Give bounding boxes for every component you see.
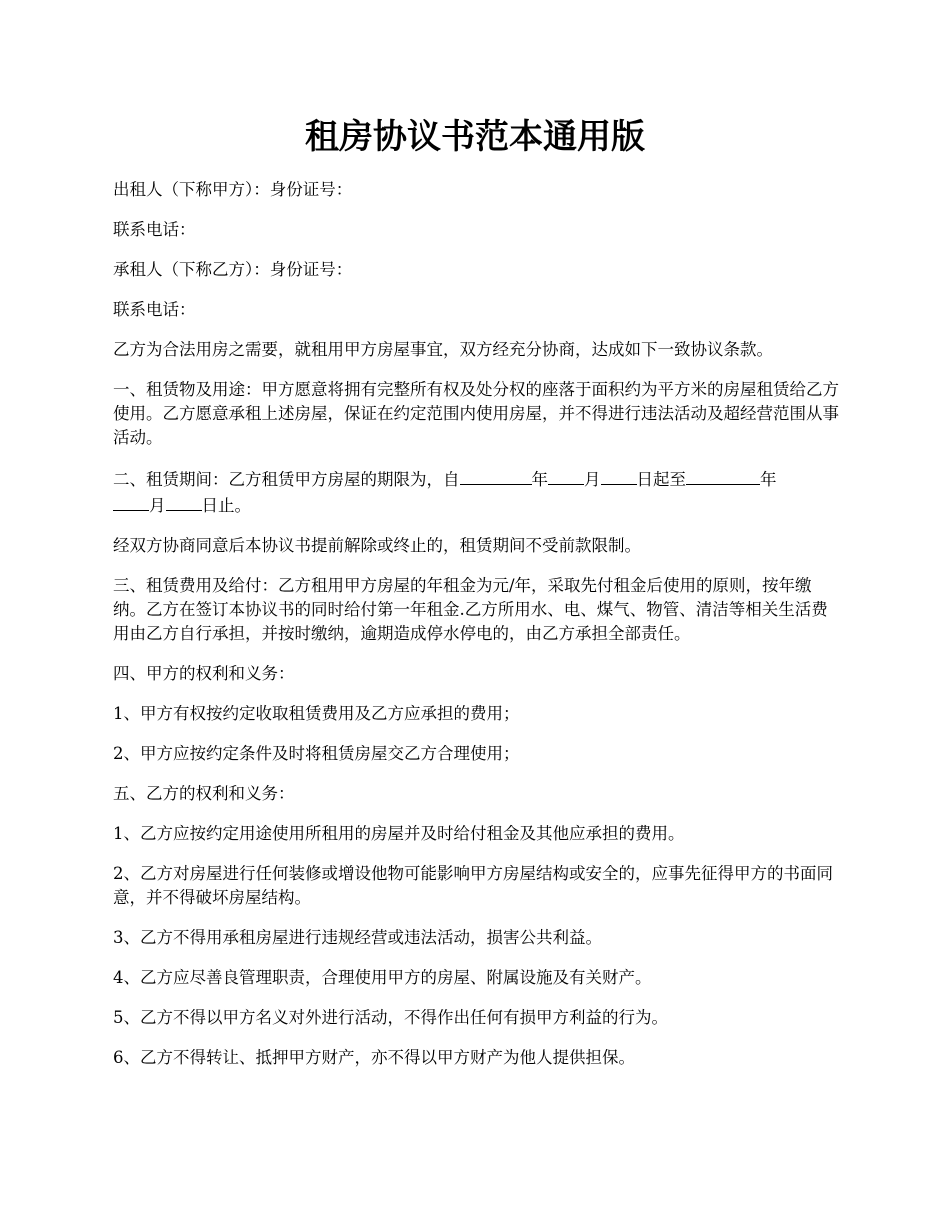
lessee-line: 承租人（下称乙方）：身份证号： <box>113 260 353 279</box>
clause-4-item-2: 2、甲方应按约定条件及时将租赁房屋交乙方合理使用； <box>113 744 520 763</box>
lease-day-end-label: 日止。 <box>201 496 251 515</box>
lessor-line: 出租人（下称甲方）：身份证号： <box>113 180 353 199</box>
lease-period-prefix: 二、租赁期间：乙方租赁甲方房屋的期限为，自 <box>113 470 460 489</box>
preamble-paragraph: 乙方为合法用房之需要，就租用甲方房屋事宜，双方经充分协商，达成如下一致协议条款。 <box>113 340 773 359</box>
lease-year2-label: 年 <box>760 470 777 489</box>
clause-5-item-2: 2、乙方对房屋进行任何装修或增设他物可能影响甲方房屋结构或安全的，应事先征得甲方的书面同意，并不得破坏房屋结构。 <box>113 864 833 907</box>
lease-month2-label: 月 <box>149 496 166 515</box>
clause-5-item-3: 3、乙方不得用承租房屋进行违规经营或违法活动，损害公共利益。 <box>113 928 602 947</box>
clause-5-item-5: 5、乙方不得以甲方名义对外进行活动，不得作出任何有损甲方利益的行为。 <box>113 1008 668 1027</box>
clause-3-rent-payment: 三、租赁费用及给付：乙方租用甲方房屋的年租金为元/年，采取先付租金后使用的原则，按年缴纳。乙方在签订本协议书的同时给付第一年租金.乙方所用水、电、煤气、物管、清洁等相关生活费用由乙方自行承担，并按时缴纳，逾期造成停水停电的，由乙方承担全部责任。 <box>113 576 828 643</box>
document-body <box>113 178 843 1086</box>
clause-4-item-1: 1、甲方有权按约定收取租赁费用及乙方应承担的费用； <box>113 704 520 723</box>
end-year-blank <box>686 466 760 485</box>
lease-year-label: 年 <box>531 470 548 489</box>
start-year-blank <box>460 466 532 485</box>
start-day-blank <box>601 466 637 485</box>
early-termination-paragraph: 经双方协商同意后本协议书提前解除或终止的，租赁期间不受前款限制。 <box>113 536 641 555</box>
clause-1-leased-property: 一、租赁物及用途：甲方愿意将拥有完整所有权及处分权的座落于面积约为平方米的房屋租赁给乙方使用。乙方愿意承租上述房屋，保证在约定范围内使用房屋，并不得进行违法活动及超经营范围从事活动。 <box>113 380 839 447</box>
clause-5-item-1: 1、乙方应按约定用途使用所租用的房屋并及时给付租金及其他应承担的费用。 <box>113 824 685 843</box>
lease-month-label: 月 <box>584 470 601 489</box>
clause-5-item-4: 4、乙方应尽善良管理职责，合理使用甲方的房屋、附属设施及有关财产。 <box>113 968 652 987</box>
lease-day-from-label: 日起至 <box>636 470 686 489</box>
document-title: 租房协议书范本通用版 <box>305 117 645 157</box>
clause-4-heading: 四、甲方的权利和义务： <box>113 664 295 683</box>
clause-5-heading: 五、乙方的权利和义务： <box>113 784 295 803</box>
end-month-blank <box>113 492 149 511</box>
lessee-phone-line: 联系电话： <box>113 300 196 319</box>
clause-5-item-6: 6、乙方不得转让、抵押甲方财产，亦不得以甲方财产为他人提供担保。 <box>113 1048 635 1067</box>
end-day-blank <box>166 492 202 511</box>
start-month-blank <box>548 466 584 485</box>
clause-2-lease-period <box>113 466 843 518</box>
lessor-phone-line: 联系电话： <box>113 220 196 239</box>
